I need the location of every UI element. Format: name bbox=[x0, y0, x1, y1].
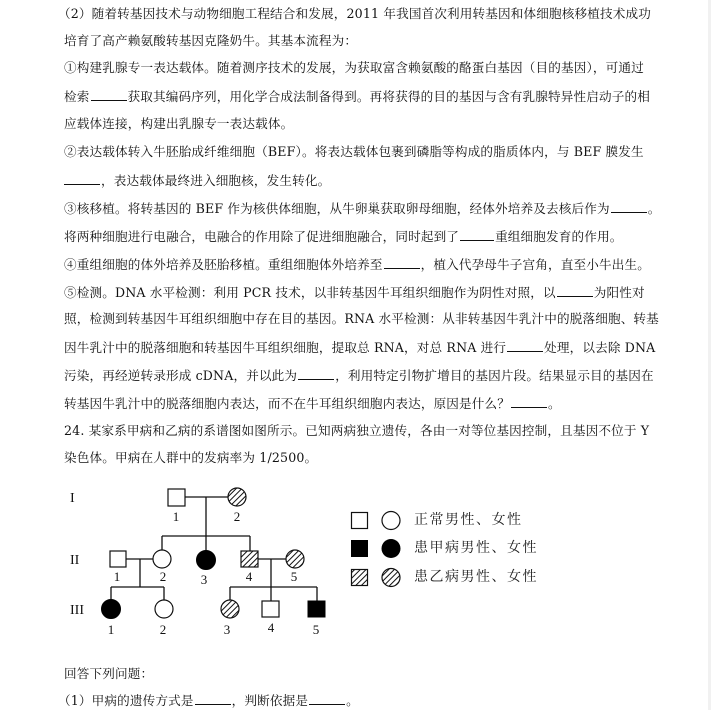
step5-text-c: 因牛乳汁中的脱落细胞和转基因牛耳组织细胞，提取总 RNA，对总 RNA 进行 bbox=[64, 340, 507, 355]
step5-text-d: 处理，以去除 DNA bbox=[544, 340, 656, 355]
individual-number: 2 bbox=[159, 622, 167, 637]
individual-number: 3 bbox=[200, 572, 208, 587]
individual-II-1-normal-male bbox=[110, 551, 126, 567]
individual-number: 5 bbox=[290, 569, 298, 584]
answer-blank-positive-control[interactable] bbox=[557, 283, 593, 297]
step5-line-1 bbox=[64, 283, 645, 302]
individual-II-3-disease-a-female bbox=[197, 551, 216, 570]
step5-text-b: 为阳性对 bbox=[593, 285, 645, 300]
individual-I-1-normal-male bbox=[168, 489, 185, 506]
step2-text-b: ，表达载体最终进入细胞核，发生转化。 bbox=[101, 173, 331, 188]
individual-number: 5 bbox=[312, 622, 320, 637]
step1-text-a: 检索 bbox=[64, 89, 90, 104]
step3-text-d: 重组细胞发育的作用。 bbox=[495, 229, 623, 244]
legend-normal-male-icon bbox=[352, 513, 368, 529]
legend-label-normal: 正常男性、女性 bbox=[414, 512, 523, 528]
legend-normal-female-icon bbox=[382, 512, 400, 530]
step4-text-a: ④重组细胞的体外培养及胚胎移植。重组细胞体外培养至 bbox=[64, 257, 383, 272]
answer-blank-treatment[interactable] bbox=[507, 338, 543, 352]
answer-blank-stage[interactable] bbox=[384, 255, 420, 269]
step4-text-b: ，植入代孕母牛子宫角，直至小牛出生。 bbox=[420, 257, 650, 272]
legend-disease-b-female-icon bbox=[382, 569, 400, 587]
step5-line-3 bbox=[64, 338, 655, 357]
step5-text-e: 污染，再经逆转录形成 cDNA，并以此为 bbox=[64, 368, 298, 383]
step3-line-2 bbox=[64, 227, 623, 246]
individual-number: 3 bbox=[223, 622, 231, 637]
step1-line-1: ①构建乳腺专一表达载体。随着测序技术的发展，为获取富含赖氨酸的酪蛋白基因（目的基因），可通过 bbox=[64, 60, 644, 75]
individual-III-3-disease-b-female bbox=[221, 600, 239, 618]
legend-label-disease-b: 患乙病男性、女性 bbox=[414, 569, 538, 585]
q24-line-1: 24. 某家系甲病和乙病的系谱图如图所示。已知两病独立遗传，各由一对等位基因控制，且基因不位于 Y bbox=[64, 423, 650, 438]
individual-III-5-disease-a-male bbox=[308, 601, 325, 617]
individual-number: 4 bbox=[245, 569, 253, 584]
answer-blank-basis[interactable] bbox=[309, 691, 345, 705]
answer-blank-search[interactable] bbox=[91, 87, 127, 101]
generation-label-I: I bbox=[70, 491, 75, 506]
individual-number: 1 bbox=[172, 509, 180, 524]
legend-disease-b-male-icon bbox=[352, 570, 368, 586]
answer-blank-reason[interactable] bbox=[511, 394, 547, 408]
individual-III-2-normal-female bbox=[155, 600, 173, 618]
individual-number: 1 bbox=[113, 569, 121, 584]
individual-II-2-normal-female bbox=[153, 550, 171, 568]
step5-text-h: 。 bbox=[548, 396, 561, 411]
individual-number: 1 bbox=[107, 622, 115, 637]
step5-text-a: ⑤检测。DNA 水平检测：利用 PCR 技术，以非转基因牛耳组织细胞作为阴性对照，以 bbox=[64, 285, 556, 300]
answer-blank-activate[interactable] bbox=[460, 227, 494, 241]
individual-III-1-disease-a-female bbox=[102, 600, 121, 619]
step5-line-5 bbox=[64, 394, 561, 413]
individual-I-2-disease-b-female bbox=[228, 488, 246, 506]
step3-text-c: 将两种细胞进行电融合，电融合的作用除了促进细胞融合，同时起到了 bbox=[64, 229, 460, 244]
legend-disease-a-female-icon bbox=[382, 539, 401, 558]
individual-number: 2 bbox=[159, 569, 167, 584]
step1-line-2 bbox=[64, 87, 650, 106]
step2-line-2 bbox=[64, 171, 330, 190]
individual-III-4-normal-male bbox=[262, 601, 279, 617]
individual-II-4-disease-b-male bbox=[241, 551, 258, 567]
intro-line-2: 培育了高产赖氨酸转基因克隆奶牛。其基本流程为： bbox=[64, 33, 358, 48]
pedigree-chart bbox=[0, 470, 340, 645]
answer-blank-inheritance-mode[interactable] bbox=[195, 691, 231, 705]
step1-text-b: 获取其编码序列，用化学合成法制备得到。再将获得的目的基因与含有乳腺特异性启动子的相 bbox=[127, 89, 650, 104]
step3-text-b: 。 bbox=[647, 201, 661, 216]
individual-II-5-disease-b-female bbox=[286, 550, 304, 568]
step2-line-1: ②表达载体转入牛胚胎成纤维细胞（BEF）。将表达载体包裹到磷脂等构成的脂质体内，与 BEF 膜发生 bbox=[64, 144, 644, 159]
q24-line-2: 染色体。甲病在人群中的发病率为 1/2500。 bbox=[64, 450, 318, 465]
step3-text-a: ③核移植。将转基因的 BEF 作为核供体细胞，从牛卵巢获取卵母细胞，经体外培养及去核后作为 bbox=[64, 201, 610, 216]
answer-blank-template[interactable] bbox=[298, 366, 334, 380]
step4-line-1 bbox=[64, 255, 650, 274]
pedigree-legend-symbols bbox=[345, 505, 405, 590]
step5-text-f: ，利用特定引物扩增目的基因片段。结果显示目的基因在 bbox=[335, 368, 654, 383]
step5-line-2: 照，检测到转基因牛耳组织细胞中存在目的基因。RNA 水平检测：从非转基因牛乳汁中的脱落细胞、转基 bbox=[64, 311, 659, 326]
step5-line-4 bbox=[64, 366, 654, 385]
questions-prompt: 回答下列问题： bbox=[64, 666, 154, 681]
question-1 bbox=[58, 691, 359, 710]
step1-line-3: 应载体连接，构建出乳腺专一表达载体。 bbox=[64, 116, 294, 131]
individual-number: 4 bbox=[267, 620, 275, 635]
answer-blank-membrane[interactable] bbox=[64, 171, 100, 185]
generation-label-II: II bbox=[70, 553, 80, 568]
legend-disease-a-male-icon bbox=[351, 540, 368, 557]
answer-blank-recipient[interactable] bbox=[611, 199, 647, 213]
step3-line-1 bbox=[64, 199, 660, 218]
generation-label-III: III bbox=[70, 603, 84, 618]
question-1-text-a: （1）甲病的遗传方式是 bbox=[58, 693, 194, 708]
question-1-text-b: ，判断依据是 bbox=[231, 693, 309, 708]
question-1-text-c: 。 bbox=[346, 693, 359, 708]
intro-line-1: （2）随着转基因技术与动物细胞工程结合和发展，2011 年我国首次利用转基因和体细胞核移植技术成功 bbox=[58, 6, 651, 21]
legend-label-disease-a: 患甲病男性、女性 bbox=[414, 540, 538, 556]
individual-number: 2 bbox=[233, 509, 241, 524]
step5-text-g: 转基因牛乳汁中的脱落细胞内表达，而不在牛耳组织细胞内表达，原因是什么？ bbox=[64, 396, 511, 411]
